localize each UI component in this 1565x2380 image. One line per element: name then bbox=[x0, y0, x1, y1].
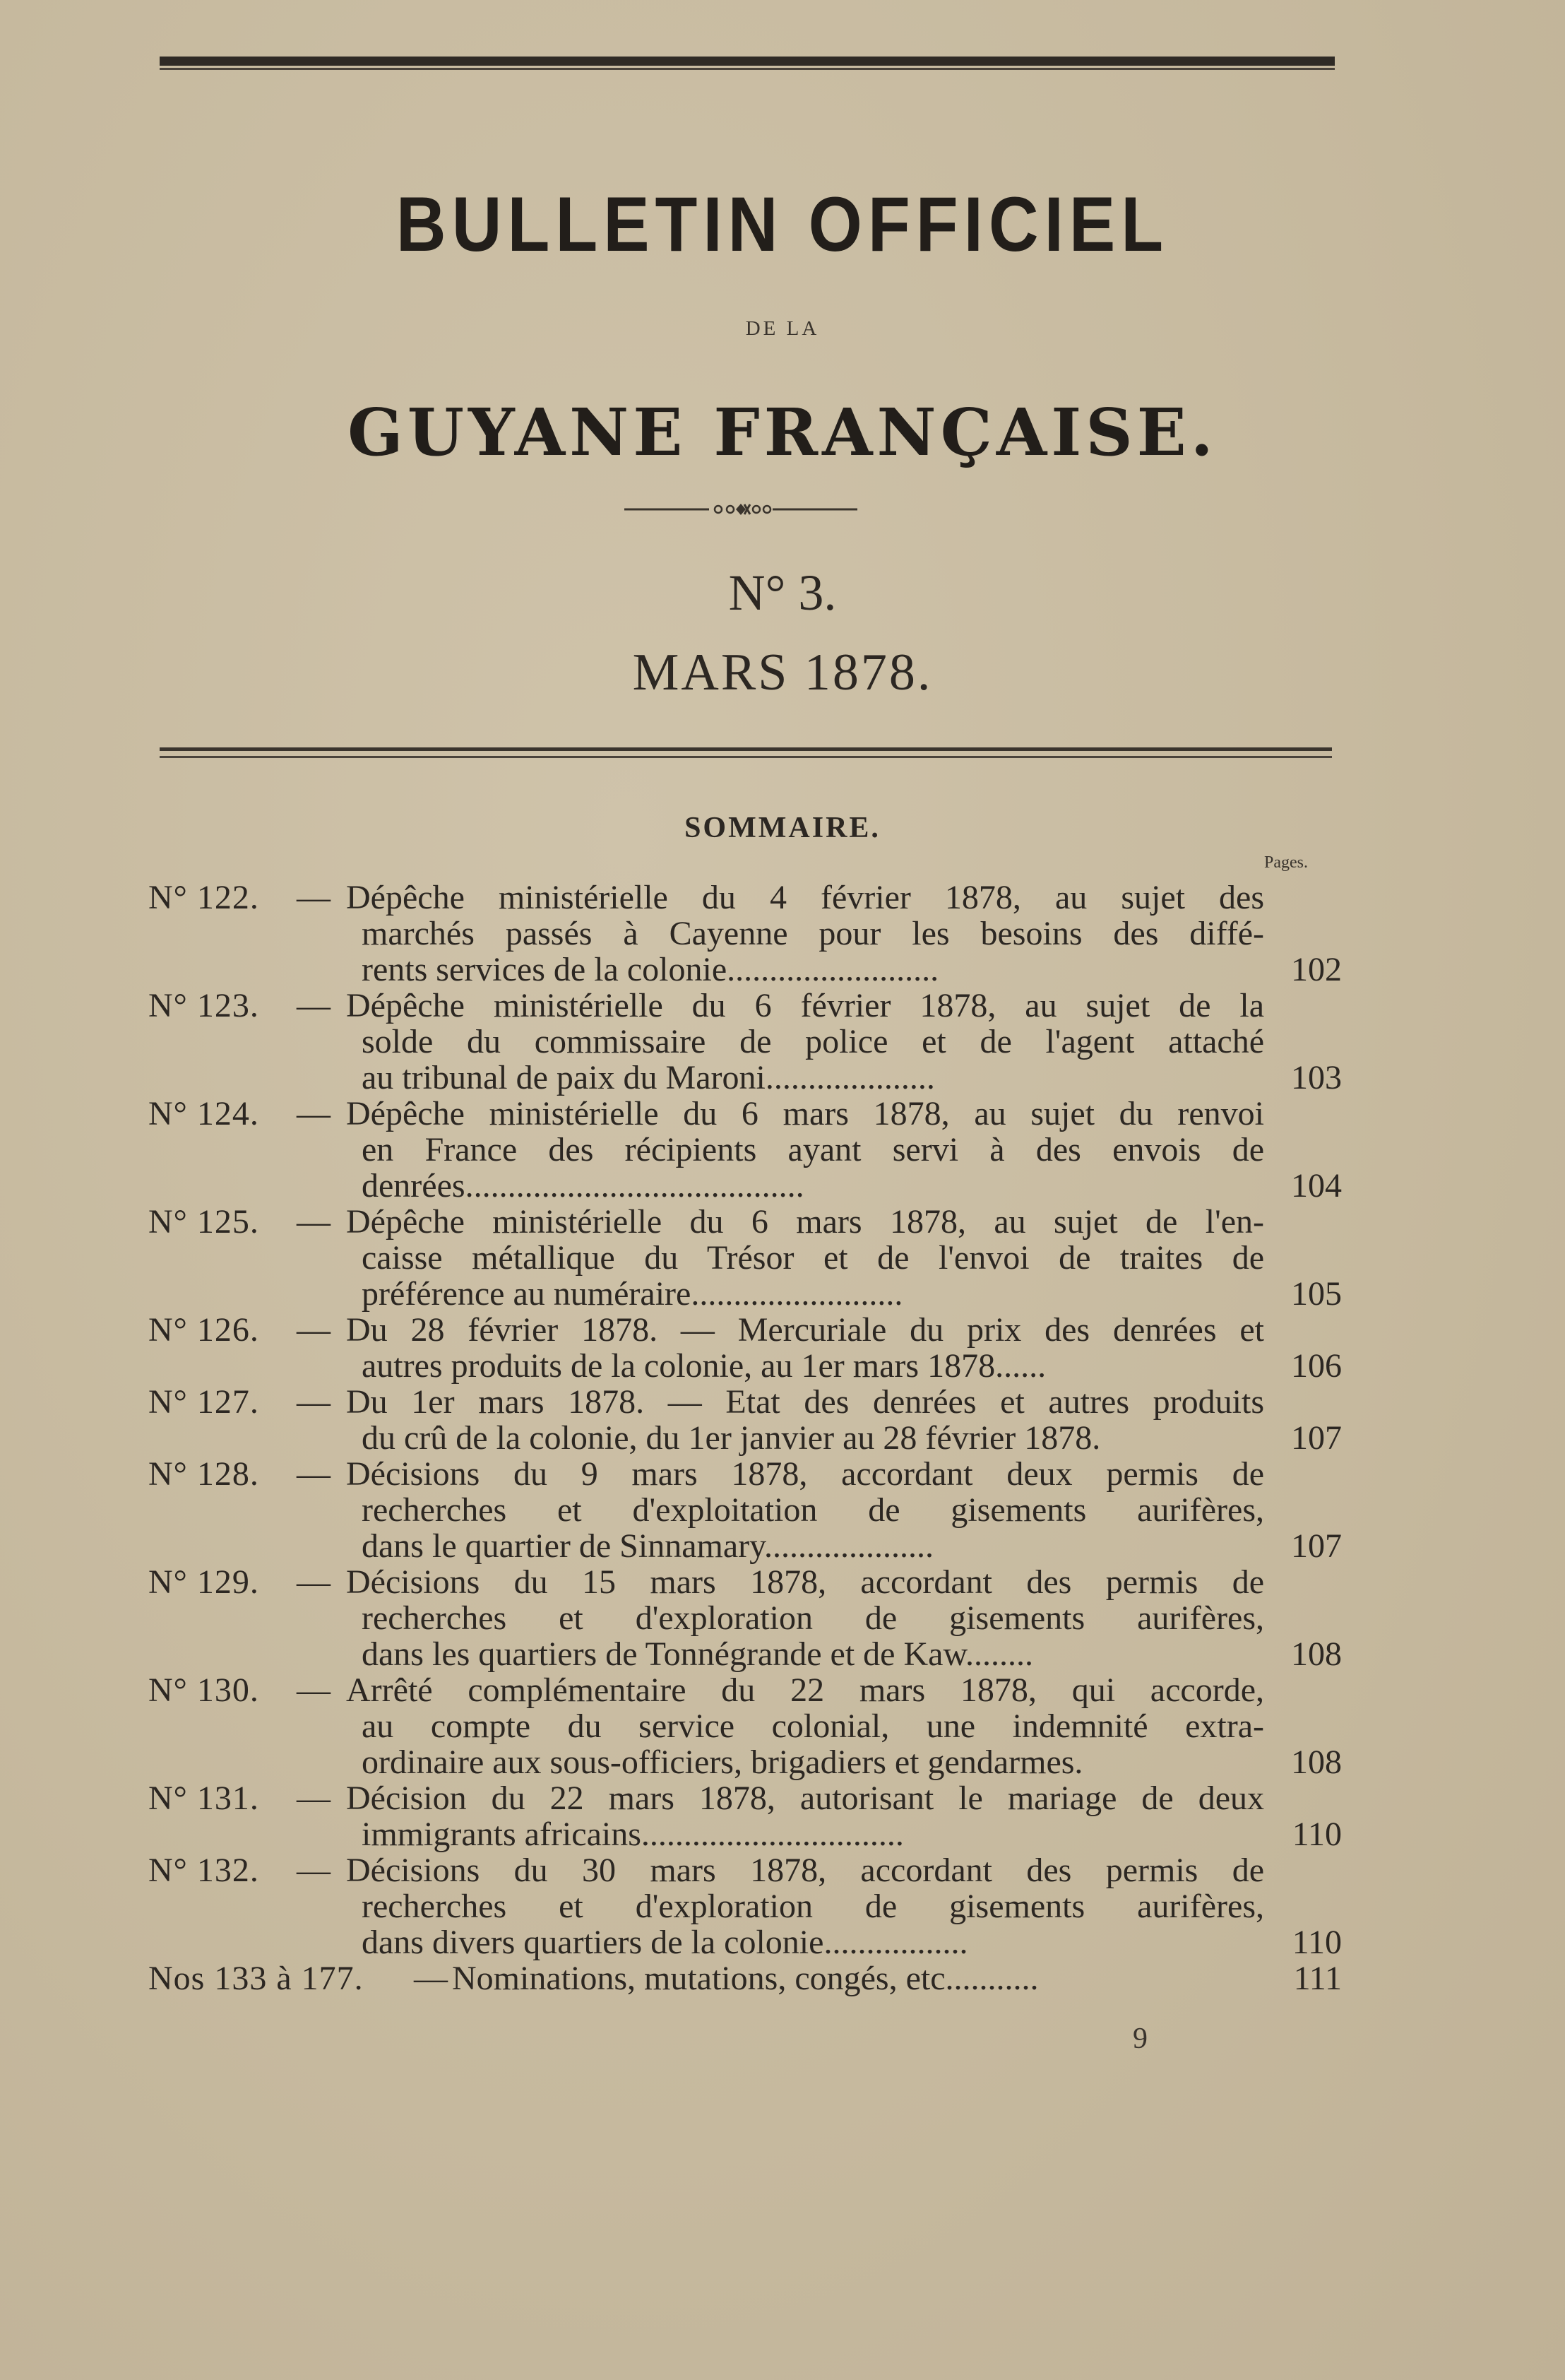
toc-entry-page: 107 bbox=[1291, 1419, 1342, 1457]
toc-entry-number: N° 123. bbox=[148, 987, 259, 1024]
summary-heading: SOMMAIRE. bbox=[684, 812, 881, 844]
toc-entry-dash: — bbox=[297, 1383, 331, 1421]
toc-entry-line: ordinaire aux sous-officiers, brigadiers et gendarmes. bbox=[362, 1743, 1083, 1781]
toc-entry-line: au tribunal de paix du Maroni.................... bbox=[362, 1059, 935, 1096]
toc-entry-dash: — bbox=[297, 1311, 331, 1349]
toc-entry-dash: — bbox=[297, 1671, 331, 1709]
toc-entry-line: rents services de la colonie......................... bbox=[362, 951, 939, 988]
toc-entry-line: solde du commissaire de police et de l'agent attaché bbox=[362, 1023, 1264, 1060]
toc-entry-line: recherches et d'exploitation de gisements aurifères, bbox=[362, 1491, 1264, 1529]
toc-entry-line: dans divers quartiers de la colonie................. bbox=[362, 1924, 968, 1961]
toc-entry-text bbox=[346, 1384, 1264, 1456]
toc-entry-page: 108 bbox=[1291, 1635, 1342, 1673]
toc-entry-text bbox=[346, 1564, 1264, 1672]
divider-rule bbox=[160, 747, 1332, 751]
toc-entry-line: autres produits de la colonie, au 1er mars 1878...... bbox=[362, 1347, 1047, 1385]
toc-entry-line: Arrêté complémentaire du 22 mars 1878, qui accorde, bbox=[346, 1671, 1264, 1709]
toc-entry-text bbox=[452, 1960, 1264, 1996]
toc-entry bbox=[148, 1456, 1342, 1564]
toc-entry-text bbox=[346, 1312, 1264, 1384]
toc-entry-line: Décisions du 15 mars 1878, accordant des permis de bbox=[346, 1563, 1264, 1601]
toc-entry bbox=[148, 1852, 1342, 1960]
toc-entry bbox=[148, 880, 1342, 988]
toc-entry-page: 106 bbox=[1291, 1347, 1342, 1385]
top-rule bbox=[160, 57, 1335, 66]
toc-entry bbox=[148, 1384, 1342, 1456]
toc-entry-line: en France des récipients ayant servi à des envois de bbox=[362, 1131, 1264, 1168]
toc-entry bbox=[148, 1960, 1342, 1996]
toc-entry-dash: — bbox=[414, 1960, 448, 1997]
toc-entry-text bbox=[346, 1852, 1264, 1960]
toc-entry-line: Dépêche ministérielle du 6 février 1878, au sujet de la bbox=[346, 987, 1264, 1024]
ornament-divider-icon bbox=[624, 499, 857, 520]
bulletin-title: BULLETIN OFFICIEL bbox=[395, 180, 1170, 268]
toc-entry bbox=[148, 1672, 1342, 1780]
toc-entry-number: N° 128. bbox=[148, 1455, 259, 1493]
toc-entry bbox=[148, 1564, 1342, 1672]
toc-entry-number: N° 130. bbox=[148, 1671, 259, 1709]
pages-column-label: Pages. bbox=[1264, 853, 1308, 872]
toc-entry-number: N° 127. bbox=[148, 1383, 259, 1421]
toc-entry bbox=[148, 1780, 1342, 1852]
toc-entry-text bbox=[346, 1096, 1264, 1204]
toc-entry-dash: — bbox=[297, 1203, 331, 1241]
toc-entry-line: marchés passés à Cayenne pour les besoins des diffé- bbox=[362, 915, 1264, 952]
toc-entry-line: Du 1er mars 1878. — Etat des denrées et autres produits bbox=[346, 1383, 1264, 1421]
toc-entry-dash: — bbox=[297, 1455, 331, 1493]
toc-entry bbox=[148, 1312, 1342, 1384]
toc-entry-line: denrées........................................ bbox=[362, 1167, 804, 1204]
toc-entry-line: Nominations, mutations, congés, etc........... bbox=[452, 1960, 1039, 1997]
toc-entry-line: Décisions du 30 mars 1878, accordant des permis de bbox=[346, 1852, 1264, 1889]
toc-entry-page: 105 bbox=[1291, 1275, 1342, 1313]
toc-entry-text bbox=[346, 988, 1264, 1096]
toc-entry-page: 104 bbox=[1291, 1167, 1342, 1204]
toc-entry-number: N° 129. bbox=[148, 1563, 259, 1601]
top-rule-thin bbox=[160, 68, 1335, 70]
toc-entry-page: 108 bbox=[1291, 1743, 1342, 1781]
sheet-number: 9 bbox=[1133, 2023, 1148, 2055]
toc-entry-line: Dépêche ministérielle du 6 mars 1878, au sujet du renvoi bbox=[346, 1095, 1264, 1132]
issue-number: N° 3. bbox=[728, 564, 837, 621]
toc-entry-number: N° 132. bbox=[148, 1852, 259, 1889]
bulletin-subtitle: DE LA bbox=[745, 317, 820, 340]
toc-entry-number: N° 122. bbox=[148, 879, 259, 916]
toc-entry-text bbox=[346, 880, 1264, 988]
toc-entry-page: 111 bbox=[1293, 1960, 1342, 1997]
toc-entry-number: N° 124. bbox=[148, 1095, 259, 1132]
toc-entry bbox=[148, 1096, 1342, 1204]
toc-entry-number: N° 131. bbox=[148, 1780, 259, 1817]
toc-entry-line: du crû de la colonie, du 1er janvier au 28 février 1878. bbox=[362, 1419, 1101, 1457]
toc-entry-line: caisse métallique du Trésor et de l'envoi de traites de bbox=[362, 1239, 1264, 1277]
divider-rule-thin bbox=[160, 756, 1332, 758]
toc-entry-line: dans le quartier de Sinnamary.................... bbox=[362, 1527, 934, 1565]
colony-title: GUYANE FRANÇAISE. bbox=[347, 394, 1218, 470]
toc-entry-text bbox=[346, 1204, 1264, 1312]
toc-entry-page: 110 bbox=[1292, 1816, 1342, 1853]
toc-entry-dash: — bbox=[297, 879, 331, 916]
toc-entry-page: 103 bbox=[1291, 1059, 1342, 1096]
toc-entry-text bbox=[346, 1456, 1264, 1564]
toc-entry-line: Décisions du 9 mars 1878, accordant deux permis de bbox=[346, 1455, 1264, 1493]
toc-entry-text bbox=[346, 1780, 1264, 1852]
toc-entry-page: 102 bbox=[1291, 951, 1342, 988]
toc-entry-line: Dépêche ministérielle du 6 mars 1878, au sujet de l'en- bbox=[346, 1203, 1264, 1241]
toc-entry-line: recherches et d'exploration de gisements aurifères, bbox=[362, 1888, 1264, 1925]
toc-entry-line: recherches et d'exploration de gisements aurifères, bbox=[362, 1599, 1264, 1637]
toc-entry bbox=[148, 988, 1342, 1096]
toc-entry bbox=[148, 1204, 1342, 1312]
toc-entry-number: N° 126. bbox=[148, 1311, 259, 1349]
toc-entry-number: Nos 133 à 177. bbox=[148, 1960, 364, 1997]
toc-entry-text bbox=[346, 1672, 1264, 1780]
toc-entry-line: Du 28 février 1878. — Mercuriale du prix des denrées et bbox=[346, 1311, 1264, 1349]
toc-entry-dash: — bbox=[297, 1095, 331, 1132]
toc-entry-line: Décision du 22 mars 1878, autorisant le mariage de deux bbox=[346, 1780, 1264, 1817]
toc-entry-line: dans les quartiers de Tonnégrande et de Kaw........ bbox=[362, 1635, 1033, 1673]
toc-entry-dash: — bbox=[297, 1563, 331, 1601]
toc-entry-line: au compte du service colonial, une indemnité extra- bbox=[362, 1707, 1264, 1745]
toc-entry-dash: — bbox=[297, 1780, 331, 1817]
toc-entry-dash: — bbox=[297, 987, 331, 1024]
issue-date: MARS 1878. bbox=[632, 644, 933, 701]
toc-entry-number: N° 125. bbox=[148, 1203, 259, 1241]
toc-entry-page: 107 bbox=[1291, 1527, 1342, 1565]
toc-entry-line: préférence au numéraire......................... bbox=[362, 1275, 903, 1313]
table-of-contents bbox=[148, 880, 1342, 1996]
toc-entry-line: Dépêche ministérielle du 4 février 1878, au sujet des bbox=[346, 879, 1264, 916]
toc-entry-page: 110 bbox=[1292, 1924, 1342, 1961]
toc-entry-dash: — bbox=[297, 1852, 331, 1889]
toc-entry-line: immigrants africains............................... bbox=[362, 1816, 904, 1853]
